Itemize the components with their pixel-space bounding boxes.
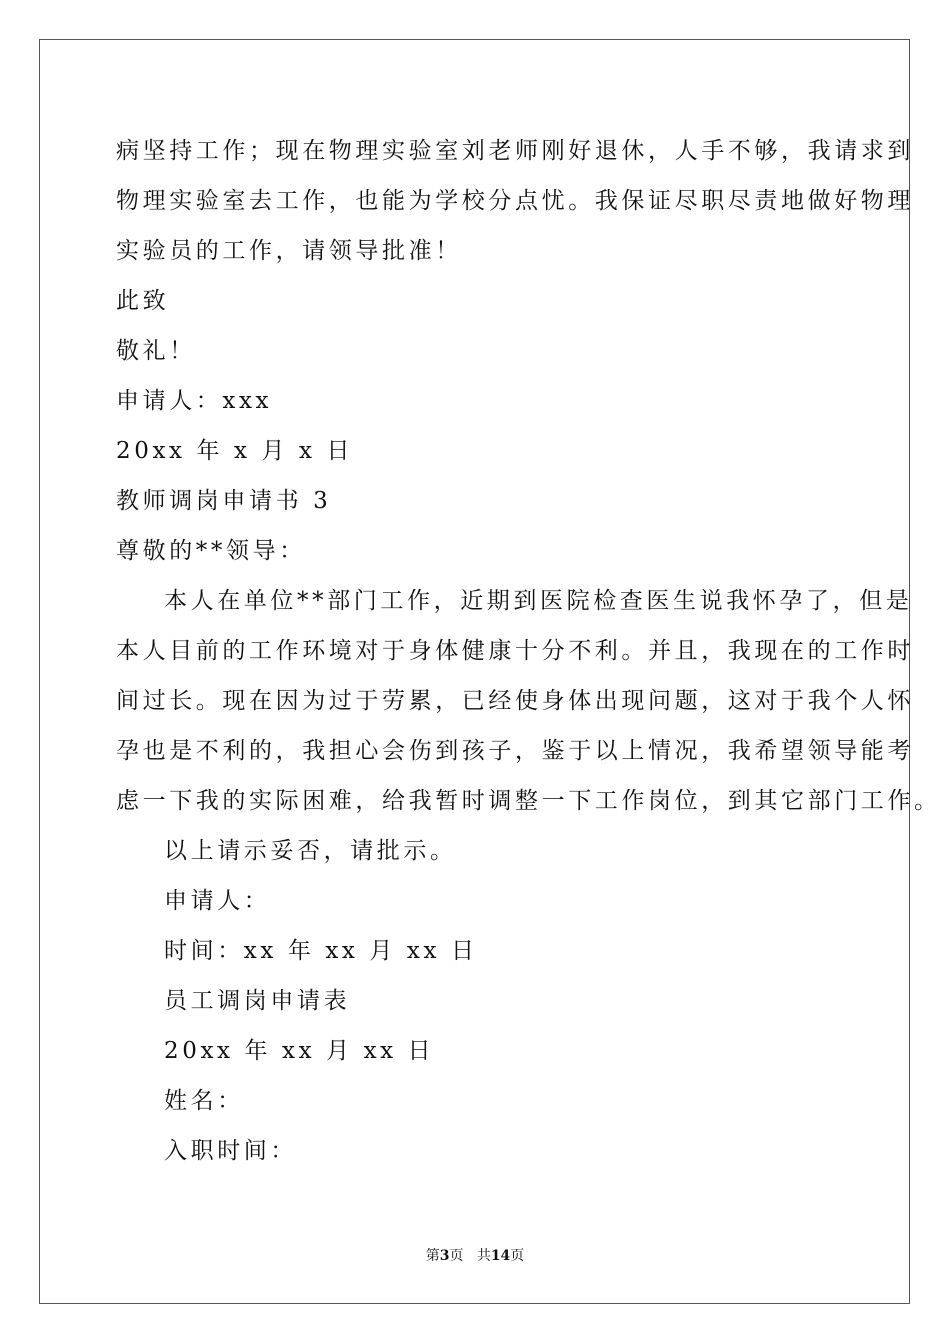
applicant-line: 申请人：xxx: [116, 388, 273, 414]
applicant-label: 申请人：: [164, 888, 271, 914]
hire-date-field-label: 入职时间：: [164, 1138, 297, 1164]
date-line: 20xx 年 x 月 x 日: [116, 438, 354, 464]
closing-salutation: 此致: [116, 288, 170, 314]
body-line: 病坚持工作；现在物理实验室刘老师刚好退休，人手不够，我请求到: [116, 138, 914, 164]
body-line: 物理实验室去工作，也能为学校分点忧。我保证尽职尽责地做好物理: [116, 188, 914, 214]
body-line: 虑一下我的实际困难，给我暂时调整一下工作岗位，到其它部门工作。: [116, 788, 941, 814]
time-line: 时间：xx 年 xx 月 xx 日: [164, 938, 478, 964]
section-title: 教师调岗申请书 3: [116, 488, 332, 514]
body-line: 间过长。现在因为过于劳累，已经使身体出现问题，这对于我个人怀: [116, 688, 914, 714]
document-body: [116, 126, 941, 1176]
form-date: 20xx 年 xx 月 xx 日: [164, 1038, 435, 1064]
page-prefix: 第: [425, 1248, 440, 1264]
greeting-line: 尊敬的**领导：: [116, 538, 306, 564]
request-line: 以上请示妥否，请批示。: [164, 838, 457, 864]
page-footer: [0, 1246, 950, 1266]
body-line: 实验员的工作，请领导批准！: [116, 238, 462, 264]
total-prefix: 共: [476, 1248, 491, 1264]
page-suffix: 页: [449, 1248, 464, 1264]
body-line: 孕也是不利的，我担心会伤到孩子，鉴于以上情况，我希望领导能考: [116, 738, 914, 764]
body-line: 本人在单位**部门工作，近期到医院检查医生说我怀孕了，但是: [164, 588, 913, 614]
total-pages: 14: [490, 1248, 511, 1264]
name-field-label: 姓名：: [164, 1088, 244, 1114]
form-title: 员工调岗申请表: [164, 988, 351, 1014]
closing-regards: 敬礼！: [116, 338, 196, 364]
page-number: 3: [439, 1248, 450, 1264]
total-suffix: 页: [510, 1248, 525, 1264]
body-line: 本人目前的工作环境对于身体健康十分不利。并且，我现在的工作时: [116, 638, 914, 664]
